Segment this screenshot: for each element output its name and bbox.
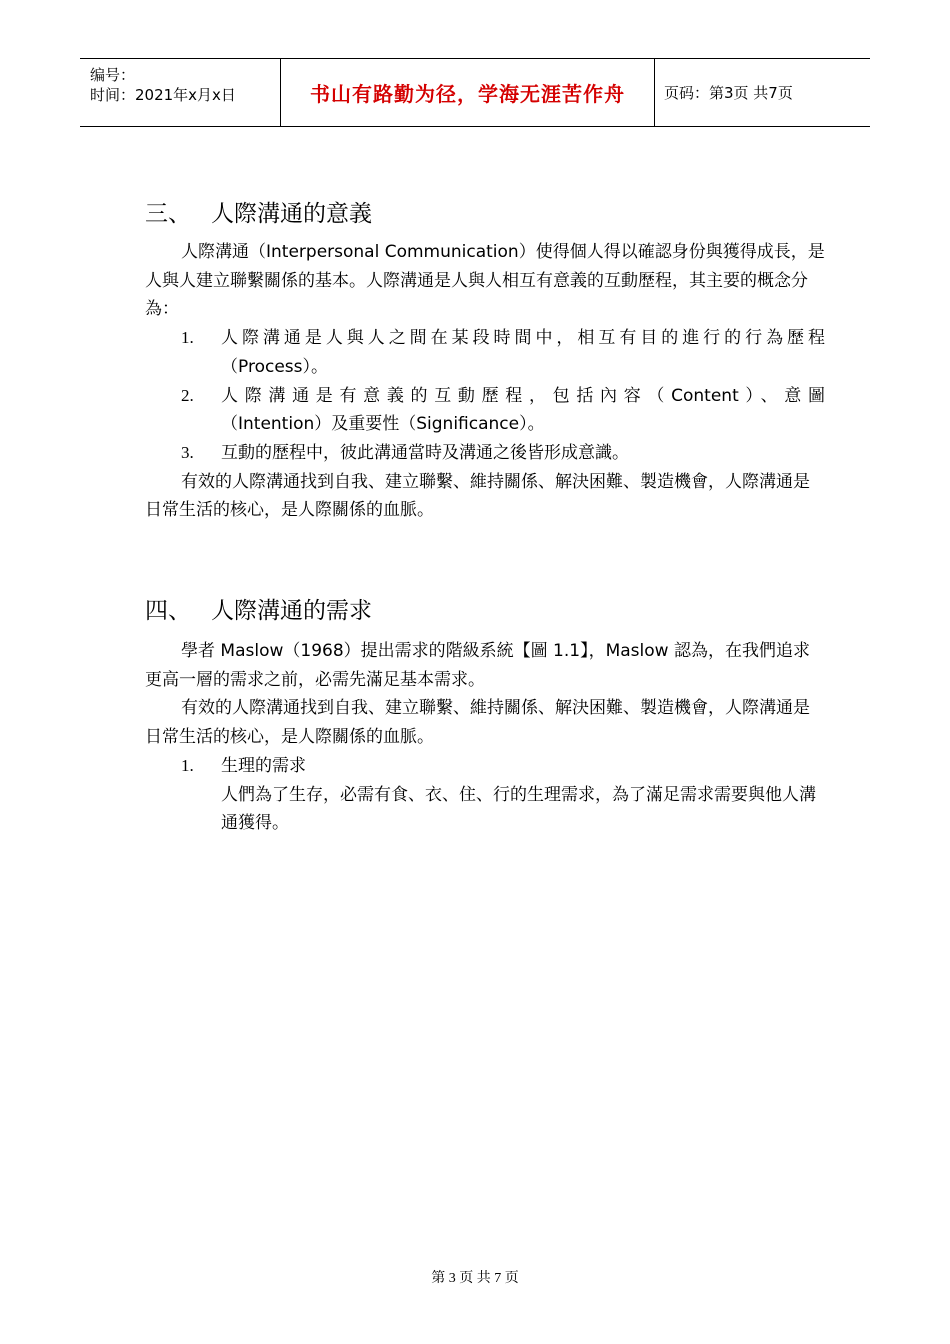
section-4-number: 四、	[145, 598, 191, 625]
list-item-number: 3.	[181, 442, 194, 462]
document-body	[145, 196, 825, 838]
section-4-title: 人際溝通的需求	[211, 598, 372, 625]
section-4-paragraph-2: 有效的人際溝通找到自我、建立聯繫、維持關係、解決困難、製造機會，人際溝通是日常生活的核心，是人際關係的血脈。	[145, 698, 810, 748]
list-item	[145, 324, 825, 353]
page-footer: 第 3 页 共 7 页	[431, 1271, 519, 1286]
list-item-description: 人們為了生存，必需有食、衣、住、行的生理需求，為了滿足需求需要與他人溝通獲得。	[221, 784, 816, 834]
header-meta	[80, 59, 281, 126]
section-4-paragraph-1: 學者 Maslow（1968）提出需求的階級系統【圖 1.1】，Maslow 認為，在我們追求更高一層的需求之前，必需先滿足基本需求。	[145, 641, 810, 690]
header-time-label: 时间：2021年x月x日	[90, 86, 236, 104]
page-header	[80, 58, 870, 127]
header-number-label: 编号：	[90, 66, 136, 84]
list-item-text: 互動的歷程中，彼此溝通當時及溝通之後皆形成意識。	[221, 442, 629, 463]
list-item-number: 1.	[181, 755, 194, 775]
list-item	[145, 752, 825, 781]
list-item-text: 人際溝通是人與人之間在某段時間中，相互有目的進行的行為歷程	[221, 328, 825, 349]
list-item-text: 人際溝通是有意義的互動歷程，包括內容（Content）、意圖	[221, 385, 825, 406]
header-motto: 书山有路勤为径，学海无涯苦作舟	[310, 82, 625, 106]
section-3-number: 三、	[145, 201, 191, 227]
section-3-paragraph-2: 有效的人際溝通找到自我、建立聯繫、維持關係、解決困難、製造機會，人際溝通是日常生活的核心，是人際關係的血脈。	[145, 471, 810, 521]
list-item-number: 1.	[181, 328, 194, 348]
section-3-heading	[145, 196, 825, 232]
section-3-paragraph-1: 人際溝通（Interpersonal Communication）使得個人得以確認身份與獲得成長，是人與人建立聯繫關係的基本。人際溝通是人與人相互有意義的互動歷程，其主要的概念分為：	[145, 242, 825, 320]
list-item	[145, 382, 825, 411]
header-page-label: 页码：第3页 共7页	[664, 84, 793, 102]
section-4-heading	[145, 593, 825, 629]
list-item-number: 2.	[181, 385, 194, 405]
list-item-continuation: （Process）。	[221, 356, 328, 377]
section-3-title: 人際溝通的意義	[211, 201, 372, 227]
header-motto-cell	[281, 59, 655, 126]
list-item-continuation: （Intention）及重要性（Significance）。	[221, 414, 545, 435]
list-item-title: 生理的需求	[221, 755, 306, 776]
header-page-cell	[655, 59, 870, 126]
list-item	[145, 439, 825, 468]
